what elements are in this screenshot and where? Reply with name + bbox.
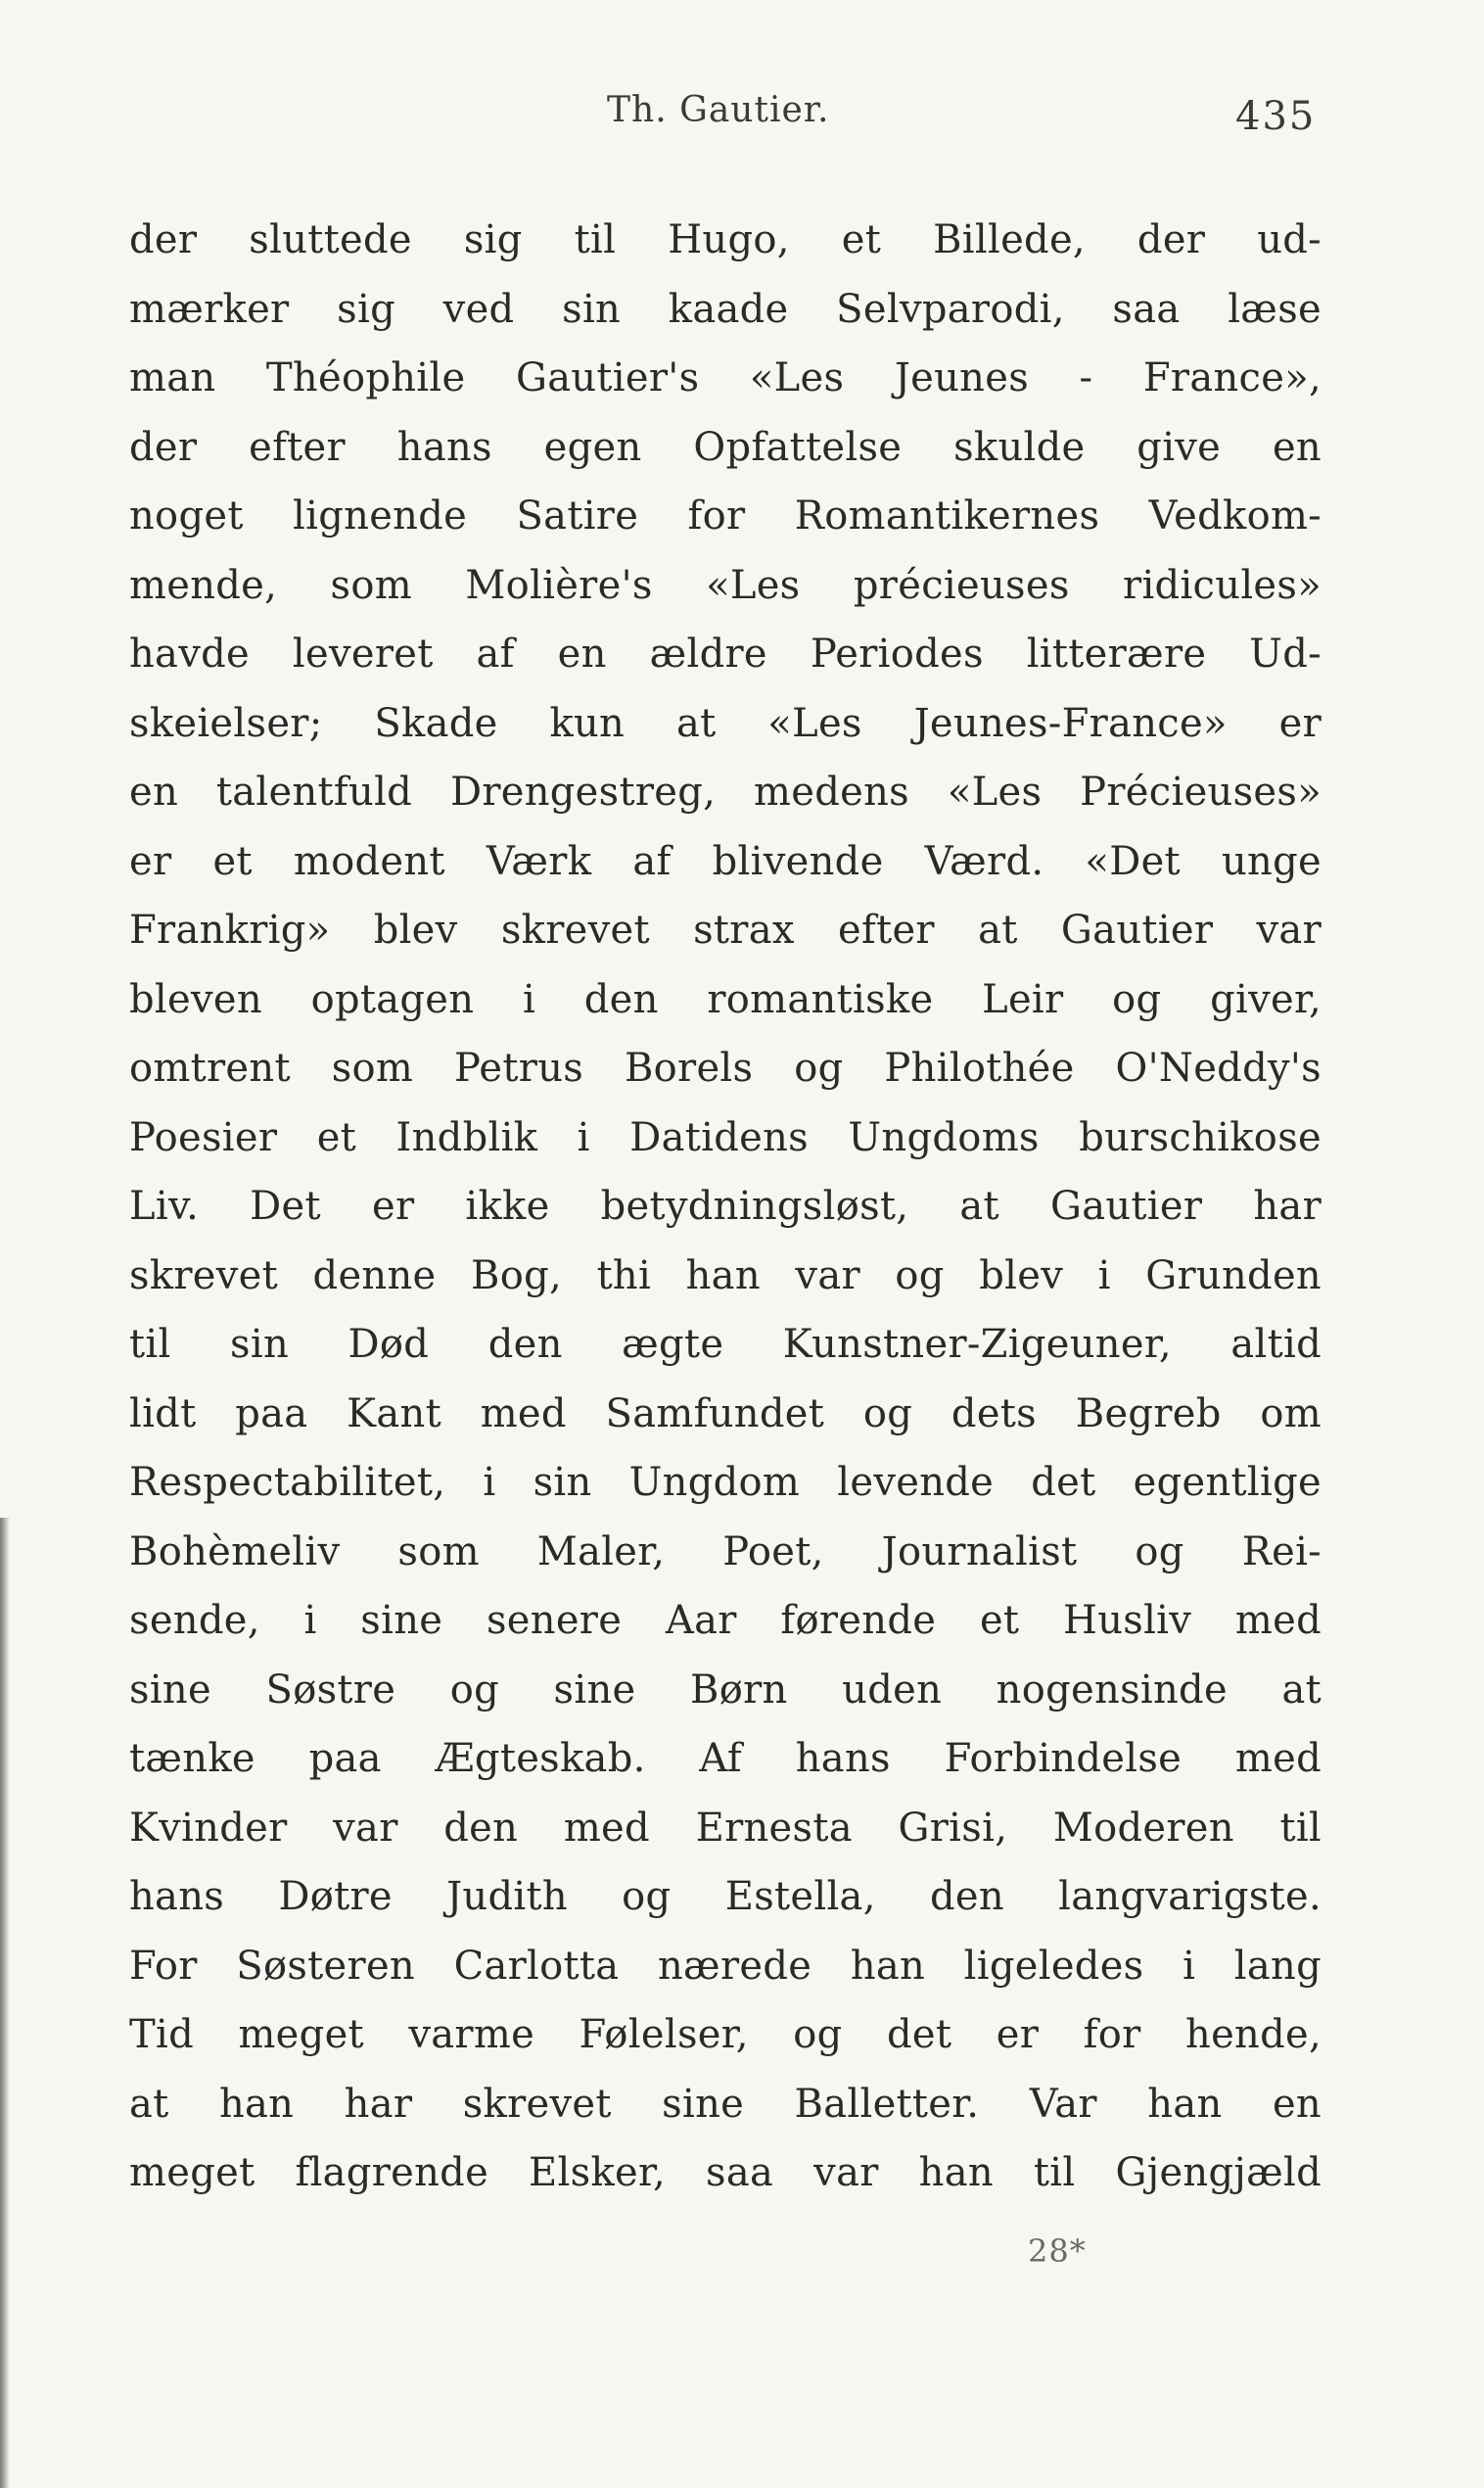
text-line: mende, som Molière's «Les précieuses ridicules» xyxy=(129,562,1322,608)
text-line: For Søsteren Carlotta nærede han ligeledes i lang xyxy=(129,1943,1322,1989)
text-line: sine Søstre og sine Børn uden nogensinde at xyxy=(129,1666,1322,1713)
text-line: bleven optagen i den romantiske Leir og giver, xyxy=(129,976,1322,1022)
text-line: omtrent som Petrus Borels og Philothée O'Neddy's xyxy=(129,1046,1322,1091)
text-line: mærker sig ved sin kaade Selvparodi, saa læse xyxy=(129,286,1322,332)
text-line: der efter hans egen Opfattelse skulde give en xyxy=(129,424,1322,470)
text-line: meget flagrende Elsker, saa var han til Gjengjæld xyxy=(129,2150,1322,2195)
text-line: til sin Død den ægte Kunstner-Zigeuner, altid xyxy=(129,1322,1322,1367)
page-binding-edge xyxy=(0,1518,10,2488)
text-line: Liv. Det er ikke betydningsløst, at Gautier har xyxy=(129,1184,1322,1229)
text-line: Kvinder var den med Ernesta Grisi, Moderen til xyxy=(129,1805,1322,1851)
text-line: lidt paa Kant med Samfundet og dets Begreb om xyxy=(129,1390,1322,1436)
text-line: tænke paa Ægteskab. Af hans Forbindelse med xyxy=(129,1736,1322,1781)
text-line: noget lignende Satire for Romantikernes Vedkom- xyxy=(129,493,1322,539)
text-line: er et modent Værk af blivende Værd. «Det unge xyxy=(129,838,1322,884)
text-line: Bohèmeliv som Maler, Poet, Journalist og Rei- xyxy=(129,1528,1322,1574)
printer-signature-mark: 28* xyxy=(1028,2232,1087,2270)
page-header xyxy=(0,90,1484,149)
text-line: at han har skrevet sine Balletter. Var han en xyxy=(129,2081,1322,2127)
text-line: skeielser; Skade kun at «Les Jeunes-France» er xyxy=(129,700,1322,746)
text-line: hans Døtre Judith og Estella, den langvarigste. xyxy=(129,1874,1322,1919)
text-line: Poesier et Indblik i Datidens Ungdoms burschikose xyxy=(129,1114,1322,1160)
text-line: Respectabilitet, i sin Ungdom levende det egentlige xyxy=(129,1460,1322,1505)
text-line: skrevet denne Bog, thi han var og blev i Grunden xyxy=(129,1252,1322,1298)
text-line: man Théophile Gautier's «Les Jeunes - France», xyxy=(129,355,1322,400)
page-number: 435 xyxy=(1235,94,1317,139)
text-line: sende, i sine senere Aar førende et Husliv med xyxy=(129,1598,1322,1643)
text-line: der sluttede sig til Hugo, et Billede, der ud- xyxy=(129,217,1322,262)
body-text xyxy=(129,206,1322,2208)
running-head: Th. Gautier. xyxy=(607,90,830,130)
text-line: Frankrig» blev skrevet strax efter at Gautier var xyxy=(129,908,1322,953)
text-line: en talentfuld Drengestreg, medens «Les Précieuses» xyxy=(129,770,1322,815)
text-line: Tid meget varme Følelser, og det er for hende, xyxy=(129,2012,1322,2057)
text-line: havde leveret af en ældre Periodes litterære Ud- xyxy=(129,632,1322,677)
